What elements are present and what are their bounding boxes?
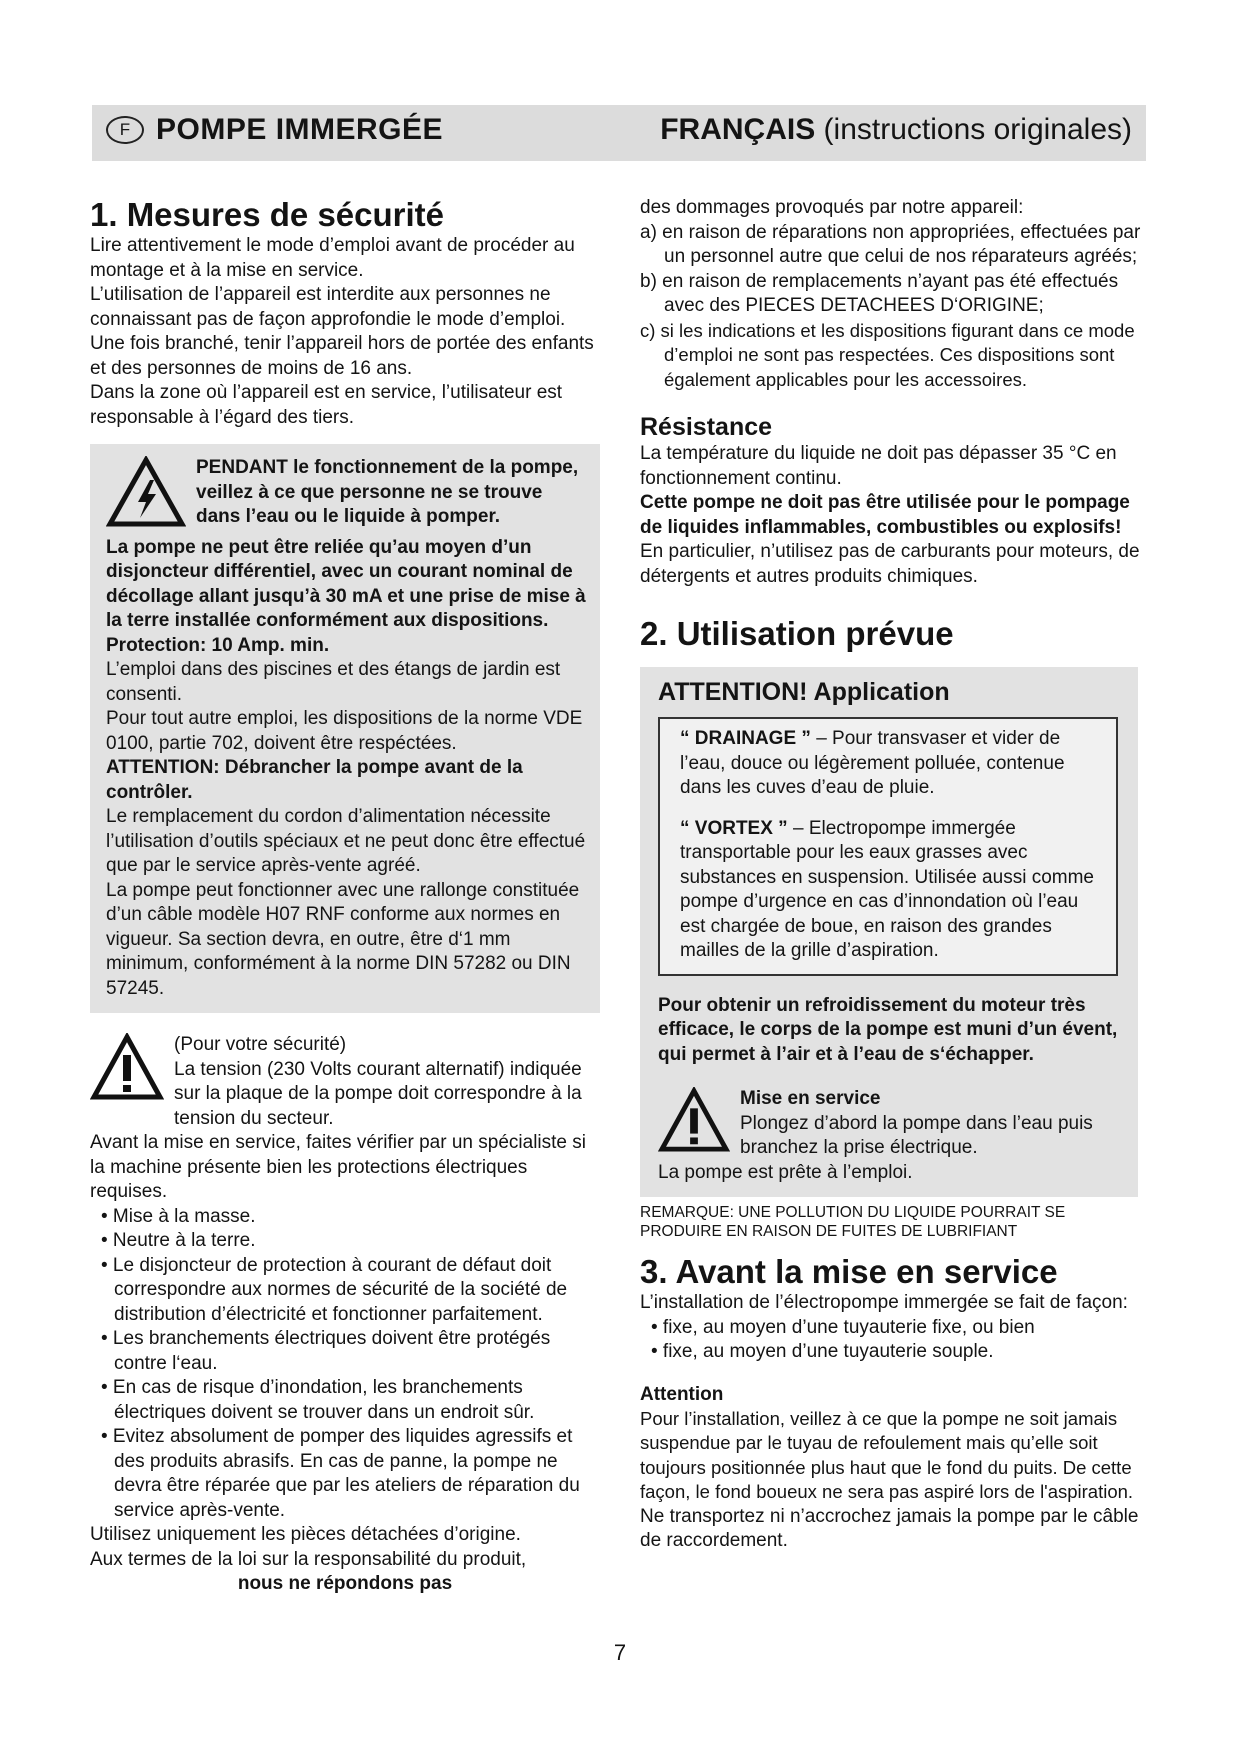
- safety-tension: La tension (230 Volts courant alternatif) indiquée sur la plaque de la pompe doit correspondre à la tension du secteur.: [174, 1058, 582, 1129]
- warning-exclamation-icon: [658, 1087, 730, 1161]
- application-title: ATTENTION! Application: [658, 678, 950, 706]
- safety-section: [90, 1033, 600, 1597]
- drainage-description: [680, 727, 1096, 801]
- header-language: [660, 113, 1132, 147]
- warning-text-norme: Pour tout autre emploi, les dispositions de la norme VDE 0100, partie 702, doivent être respéctées.: [106, 708, 583, 754]
- warning-text-disjoncteur: La pompe ne peut être reliée qu’au moyen d’un disjoncteur différentiel, avec un courant nominal de décollage allant jusqu’à 30 mA et une prise de mise à la terre installée conformément aux dispositions.: [106, 536, 586, 631]
- safety-note: (Pour votre sécurité): [174, 1034, 347, 1055]
- liability-continued: des dommages provoqués par notre appareil:: [640, 197, 1024, 218]
- section-2-title: 2. Utilisation prévue: [640, 615, 954, 652]
- warning-text-pendant: PENDANT le fonctionnement de la pompe, veillez à ce que personne ne se trouve dans l’eau ou le liquide à pomper.: [196, 457, 579, 527]
- bullet-item: • Les branchements électriques doivent être protégés contre l‘eau.: [101, 1328, 551, 1374]
- resistance-products: En particulier, n’utilisez pas de carburants pour moteurs, de détergents et autres produits chimiques.: [640, 541, 1140, 587]
- outro-law: Aux termes de la loi sur la responsabilité du produit,: [90, 1548, 527, 1570]
- warning-exclamation-icon: [90, 1033, 164, 1109]
- bullet-item: • Mise à la masse.: [101, 1205, 256, 1227]
- mise-en-service-title: Mise en service: [740, 1088, 881, 1109]
- vortex-text: – Electropompe immergée transportable pour les eaux grasses avec substances en suspension. Utilisée aussi comme pompe d’urgence en cas d’innondation où l’eau est chargée de boue, en raison des grandes mailles de la grille d’aspiration.: [680, 817, 1094, 961]
- bullet-item: • Evitez absolument de pomper des liquides agressifs et des produits abrasifs. En cas de panne, la pompe ne devra être réparée que par les ateliers de réparation du service après-vente.: [101, 1426, 580, 1521]
- intro-paragraph: Une fois branché, tenir l’appareil hors de portée des enfants et des personnes de moins de 16 ans.: [90, 333, 594, 379]
- header-title: POMPE IMMERGÉE: [156, 113, 444, 146]
- outro-origin-parts: Utilisez uniquement les pièces détachées d’origine.: [90, 1524, 521, 1545]
- left-column: [90, 196, 600, 1597]
- electric-warning-icon: [106, 456, 186, 536]
- warning-text-protection: Protection: 10 Amp. min.: [106, 634, 330, 656]
- install-intro: L’installation de l’électropompe immergée se fait de façon:: [640, 1292, 1128, 1313]
- attention-installation: Pour l’installation, veillez à ce que la pompe ne soit jamais suspendue par le tuyau de refoulement mais qu’elle soit toujours positionnée plus haut que le fond du puits. De cette façon, le fond boueux ne sera pas aspiré lors de l'aspiration.: [640, 1407, 1134, 1502]
- warning-text-cordon: Le remplacement du cordon d’alimentation nécessite l’utilisation d’outils spéciaux et ne peut donc être effectué que par le service après-vente agréé.: [106, 806, 586, 876]
- page-header: [92, 105, 1146, 161]
- header-left: [106, 113, 443, 147]
- mise-en-service: [640, 1067, 1138, 1185]
- liability-item: a) en raison de réparations non appropriées, effectuées par un personnel autre que celui de nos réparateurs agréés;: [640, 221, 1141, 267]
- resistance-title: Résistance: [640, 413, 773, 441]
- application-types: [658, 717, 1118, 976]
- liability-item: c) si les indications et les dispositions figurant dans ce mode d’emploi ne sont pas respectées. Ces dispositions sont également applicables pour les accessoires.: [640, 319, 1135, 390]
- page-number: 7: [613, 1640, 627, 1665]
- remark-note: REMARQUE: UNE POLLUTION DU LIQUIDE POURRAIT SE PRODUIRE EN RAISON DE FUITES DE LUBRIFIANT: [640, 1204, 1066, 1240]
- right-column: [640, 196, 1150, 1554]
- intro-paragraph: Dans la zone où l’appareil est en service, l’utilisateur est responsable à l’égard des tiers.: [90, 382, 563, 428]
- install-bullet: • fixe, au moyen d’une tuyauterie souple.: [651, 1341, 994, 1362]
- intro-paragraph: Lire attentivement le mode d’emploi avant de procéder au montage et à la mise en service.: [90, 235, 575, 281]
- liability-item: b) en raison de remplacements n’ayant pas été effectués avec des PIECES DETACHEES D‘ORIGINE;: [640, 270, 1119, 316]
- drainage-label: “ DRAINAGE ”: [680, 728, 811, 749]
- section-1-title: 1. Mesures de sécurité: [90, 196, 445, 233]
- warning-box: [90, 444, 600, 1013]
- cooling-note: Pour obtenir un refroidissement du moteur très efficace, le corps de la pompe est muni d’un évent, qui permet à l’air et à l’eau de s‘échapper.: [658, 994, 1118, 1065]
- vortex-label: “ VORTEX ”: [680, 817, 788, 839]
- vortex-description: [680, 817, 1096, 964]
- attention-title: Attention: [640, 1383, 724, 1405]
- bullet-item: • Neutre à la terre.: [101, 1230, 256, 1251]
- install-bullet: • fixe, au moyen d’une tuyauterie fixe, ou bien: [651, 1316, 1035, 1338]
- language-label: FRANÇAIS: [660, 113, 816, 146]
- warning-text-rallonge: La pompe peut fonctionner avec une rallonge constituée d’un câble modèle H07 RNF conforme aux normes en vigueur. Sa section devra, en outre, être d‘1 mm minimum, conformément à la norme DIN 57282 ou DIN 57245.: [106, 879, 580, 999]
- resistance-warning: Cette pompe ne doit pas être utilisée pour le pompage de liquides inflammables, combustibles ou explosifs!: [640, 492, 1130, 538]
- intro-paragraph: L’utilisation de l’appareil est interdite aux personnes ne connaissant pas de façon approfondie le mode d’emploi.: [90, 284, 566, 330]
- application-box: [640, 667, 1138, 1197]
- mise-en-service-text: Plongez d’abord la pompe dans l’eau puis branchez la prise électrique.: [740, 1112, 1093, 1158]
- bullet-item: • En cas de risque d’inondation, les branchements électriques doivent se trouver dans un endroit sûr.: [101, 1377, 535, 1423]
- safety-check: Avant la mise en service, faites vérifier par un spécialiste si la machine présente bien les protections électriques requises.: [90, 1132, 586, 1202]
- warning-text-piscines: L’emploi dans des piscines et des étangs de jardin est consenti.: [106, 659, 561, 705]
- attention-transport: Ne transportez ni n’accrochez jamais la pompe par le câble de raccordement.: [640, 1505, 1139, 1551]
- warning-text-attention: ATTENTION: Débrancher la pompe avant de la contrôler.: [106, 757, 523, 803]
- drainage-text: – Pour transvaser et vider de l’eau, douce ou légèrement polluée, contenue dans les cuves d’eau de pluie.: [680, 728, 1065, 798]
- bullet-item: • Le disjoncteur de protection à courant de défaut doit correspondre aux normes de sécurité de la société de distribution d’électricité et fonctionner parfaitement.: [101, 1254, 568, 1325]
- language-note: (instructions originales): [823, 113, 1132, 146]
- language-badge: F: [106, 116, 144, 144]
- mise-en-service-ready: La pompe est prête à l’emploi.: [658, 1161, 913, 1183]
- resistance-temperature: La température du liquide ne doit pas dépasser 35 °C en fonctionnement continu.: [640, 443, 1117, 489]
- section-3-title: 3. Avant la mise en service: [640, 1253, 1058, 1290]
- outro-liability: nous ne répondons pas: [237, 1573, 453, 1594]
